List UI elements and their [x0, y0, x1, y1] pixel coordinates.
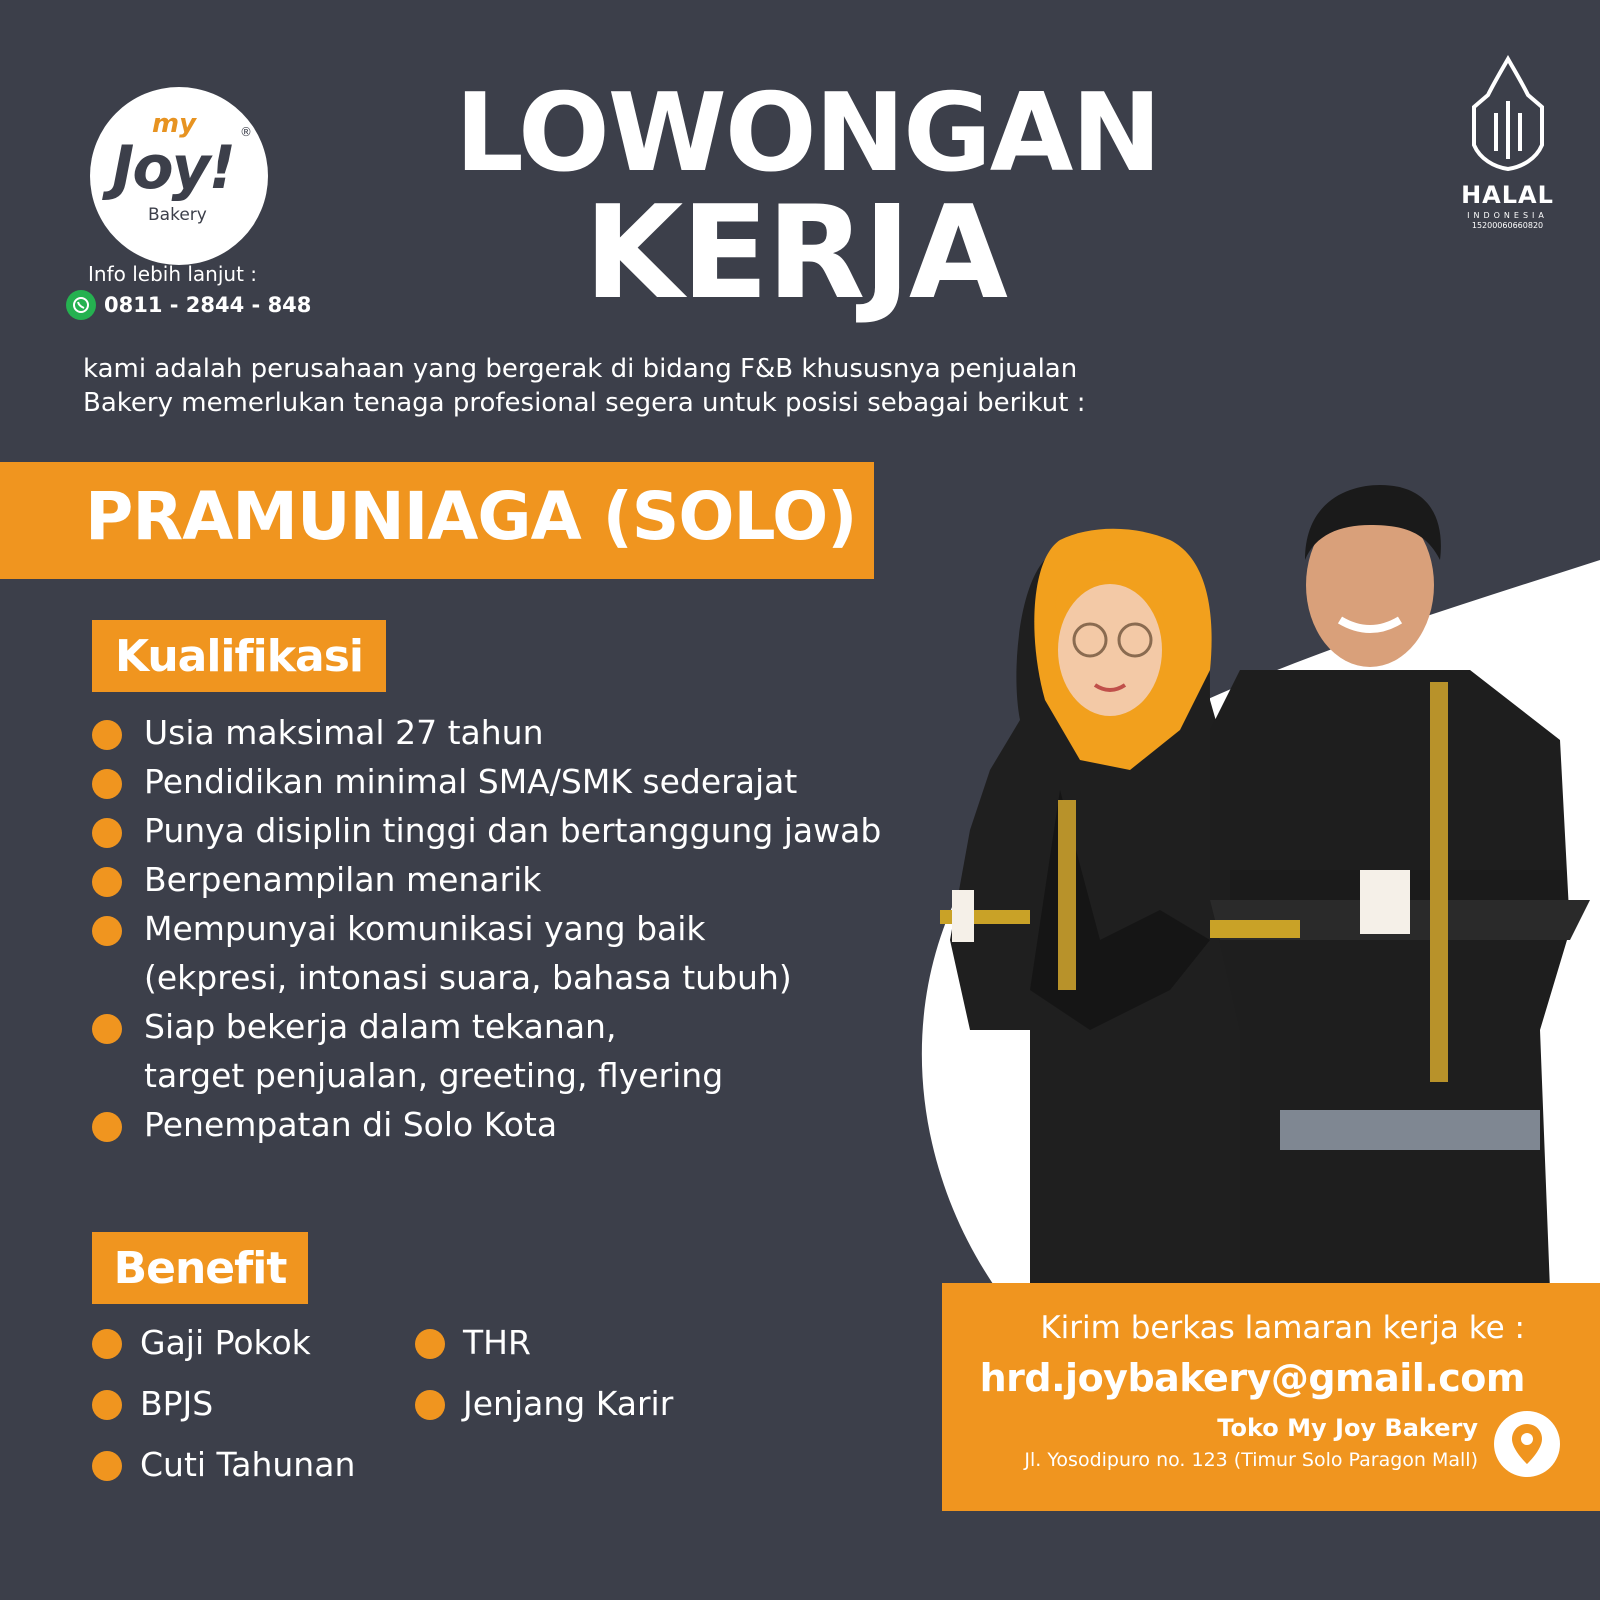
phone-number: 0811 - 2844 - 848	[104, 293, 312, 317]
bullet-icon	[92, 1014, 122, 1044]
bullet-icon	[92, 1451, 122, 1481]
benefit-item	[92, 1384, 213, 1424]
qualification-text: Usia maksimal 27 tahun	[144, 713, 544, 752]
bullet-icon	[92, 769, 122, 799]
qualification-item	[92, 806, 881, 855]
staff-photo	[910, 470, 1600, 1290]
info-label: Info lebih lanjut :	[88, 262, 258, 286]
benefit-item	[92, 1323, 311, 1363]
benefit-text: THR	[463, 1323, 531, 1362]
qualification-item	[92, 855, 881, 904]
benefit-item	[92, 1445, 355, 1485]
benefit-text: Cuti Tahunan	[140, 1445, 356, 1484]
benefit-text: Jenjang Karir	[463, 1384, 674, 1423]
qualification-text: Punya disiplin tinggi dan bertanggung jawab	[144, 811, 882, 850]
bullet-icon	[92, 1390, 122, 1420]
qualification-item-continuation	[92, 953, 881, 1002]
halal-country: INDONESIA	[1467, 211, 1548, 220]
store-address: Jl. Yosodipuro no. 123 (Timur Solo Paragon Mall)	[1024, 1449, 1478, 1471]
qualification-item	[92, 1002, 881, 1051]
store-name: Toko My Joy Bakery	[1217, 1414, 1478, 1442]
bullet-icon	[92, 867, 122, 897]
qualification-text: Penempatan di Solo Kota	[144, 1105, 558, 1144]
logo-registered-mark: ®	[240, 125, 252, 139]
woman-figure	[940, 529, 1250, 1290]
qualifications-heading: Kualifikasi	[92, 620, 386, 692]
logo-bakery-text: Bakery	[148, 205, 207, 225]
intro-line-2: Bakery memerlukan tenaga profesional segera untuk posisi sebagai berikut :	[83, 388, 1086, 418]
send-application-label: Kirim berkas lamaran kerja ke :	[1040, 1310, 1525, 1346]
halal-logo-icon	[1466, 55, 1550, 173]
man-figure	[1210, 485, 1590, 1290]
qualification-text: target penjualan, greeting, flyering	[144, 1056, 724, 1095]
qualification-text: Mempunyai komunikasi yang baik	[144, 909, 706, 948]
intro-line-1: kami adalah perusahaan yang bergerak di bidang F&B khususnya penjualan	[83, 354, 1078, 384]
qualification-text: Siap bekerja dalam tekanan,	[144, 1007, 617, 1046]
bullet-icon	[92, 1329, 122, 1359]
bullet-icon	[415, 1390, 445, 1420]
position-title: PRAMUNIAGA (SOLO)	[85, 478, 857, 555]
halal-number: 15200060660820	[1471, 221, 1544, 230]
qualification-text: Berpenampilan menarik	[144, 860, 542, 899]
location-pin-icon[interactable]	[1494, 1411, 1560, 1477]
bullet-icon	[92, 916, 122, 946]
bullet-icon	[92, 1112, 122, 1142]
qualification-item-continuation	[92, 1051, 881, 1100]
benefit-item	[415, 1323, 531, 1363]
my-joy-bakery-logo	[90, 87, 268, 265]
benefit-heading: Benefit	[92, 1232, 308, 1304]
qualifications-list	[92, 708, 881, 1149]
headline	[455, 71, 1160, 328]
qualification-text: (ekpresi, intonasi suara, bahasa tubuh)	[144, 958, 792, 997]
bullet-icon	[92, 720, 122, 750]
qualification-item	[92, 757, 881, 806]
qualification-item	[92, 1100, 881, 1149]
benefit-text: Gaji Pokok	[140, 1323, 311, 1362]
benefit-text: BPJS	[140, 1384, 214, 1423]
headline-line-1: LOWONGAN	[455, 71, 1160, 196]
qualification-item	[92, 708, 881, 757]
halal-title: HALAL	[1461, 181, 1554, 209]
intro-text	[83, 352, 1203, 420]
phone-contact[interactable]	[66, 290, 311, 320]
qualification-item	[92, 904, 881, 953]
bullet-icon	[92, 818, 122, 848]
bullet-icon	[415, 1329, 445, 1359]
halal-badge	[1455, 55, 1560, 230]
logo-my-text: my	[152, 109, 197, 139]
email-link[interactable]: hrd.joybakery@gmail.com	[979, 1356, 1525, 1400]
logo-joy-text: Joy!	[112, 133, 235, 203]
whatsapp-icon	[66, 290, 96, 320]
headline-line-2: KERJA	[584, 179, 1006, 328]
qualification-text: Pendidikan minimal SMA/SMK sederajat	[144, 762, 798, 801]
benefit-item	[415, 1384, 673, 1424]
